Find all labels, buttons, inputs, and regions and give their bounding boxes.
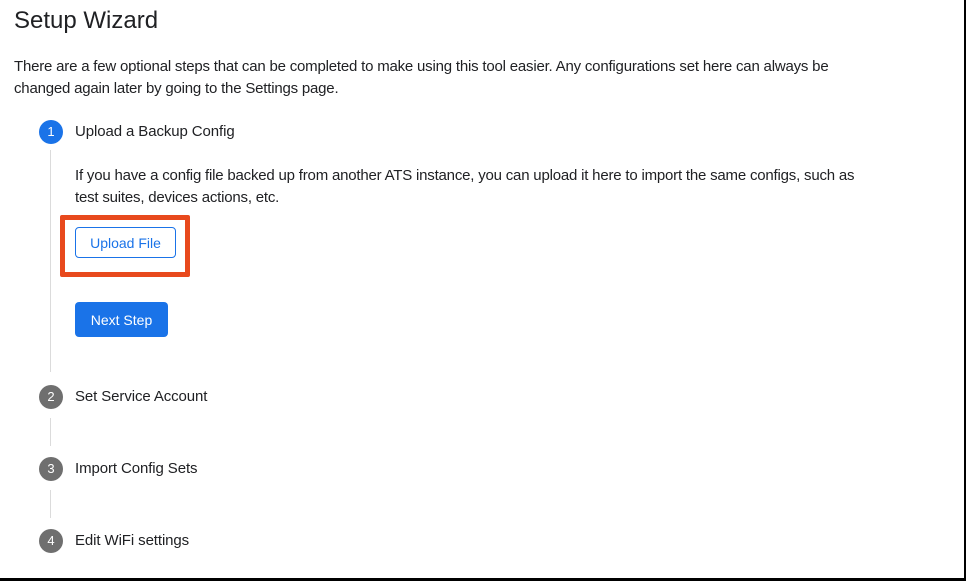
step-header-set-service-account[interactable] xyxy=(39,385,207,409)
step-1-description-line-1: If you have a config file backed up from another ATS instance, you can upload it here to import the same configs, such as xyxy=(75,167,855,184)
page-title: Setup Wizard xyxy=(14,7,159,34)
intro-line-2: changed again later by going to the Settings page. xyxy=(14,80,339,97)
intro-line-1: There are a few optional steps that can be completed to make using this tool easier. Any configurations set here can always be xyxy=(14,58,829,75)
step-1-number-badge: 1 xyxy=(39,120,63,144)
step-3-number-badge: 3 xyxy=(39,457,63,481)
intro-text xyxy=(14,56,828,100)
step-3-label: Import Config Sets xyxy=(75,460,198,477)
step-1-description-line-2: test suites, devices actions, etc. xyxy=(75,189,280,206)
step-header-import-config-sets[interactable] xyxy=(39,457,197,481)
step-header-upload-backup-config[interactable] xyxy=(39,120,235,144)
stepper-connector-line-2 xyxy=(50,418,51,446)
step-2-label: Set Service Account xyxy=(75,388,208,405)
stepper-connector-line-1 xyxy=(50,150,51,372)
step-4-number-badge: 4 xyxy=(39,529,63,553)
step-2-number-badge: 2 xyxy=(39,385,63,409)
step-4-label: Edit WiFi settings xyxy=(75,532,190,549)
stepper-connector-line-3 xyxy=(50,490,51,518)
upload-file-button[interactable]: Upload File xyxy=(75,227,176,258)
step-1-description xyxy=(75,165,854,209)
step-1-label: Upload a Backup Config xyxy=(75,123,235,140)
step-header-edit-wifi-settings[interactable] xyxy=(39,529,189,553)
next-step-button[interactable]: Next Step xyxy=(75,302,168,337)
